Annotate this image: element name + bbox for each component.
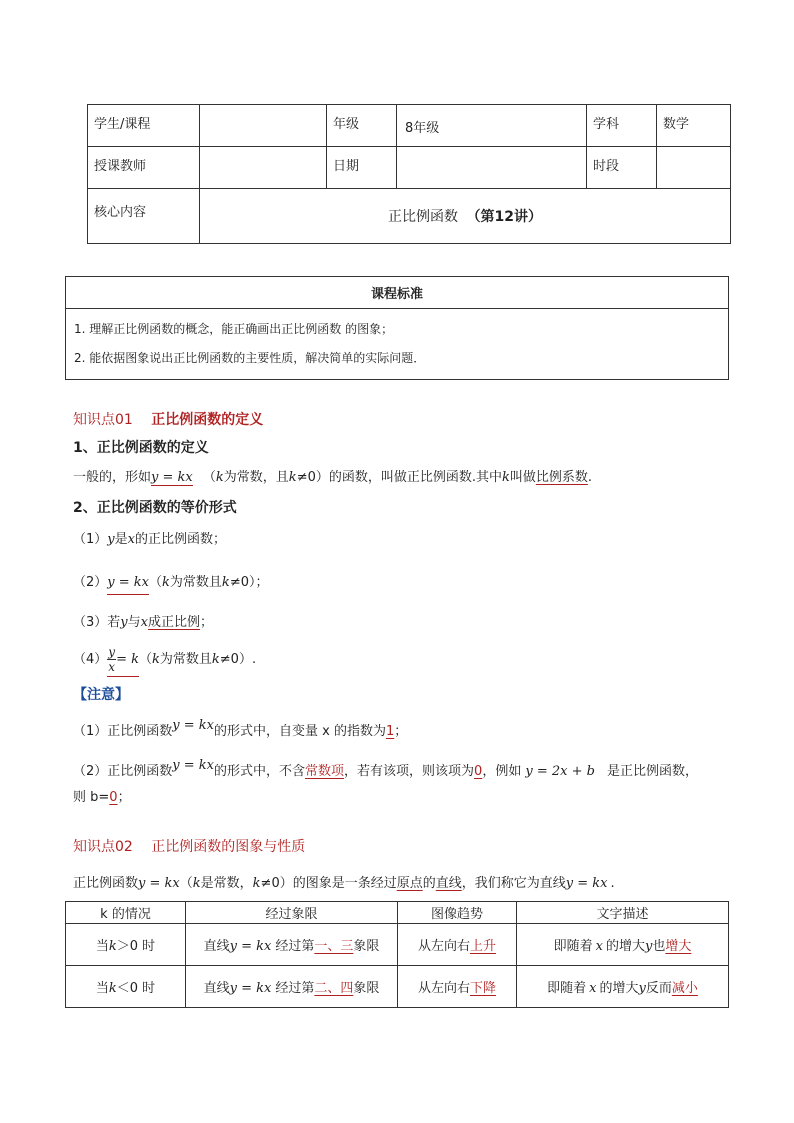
note-label: 【注意】 <box>73 687 129 703</box>
f1-text-b: 是 <box>114 532 128 547</box>
f2-text-d: ≠0）； <box>229 575 269 590</box>
intro-text-g: . <box>610 876 615 891</box>
row1-trend <box>398 924 517 966</box>
intro-text-f: ，我们称它为直线 <box>461 876 566 891</box>
r1q-text-a: 直线 <box>203 939 230 954</box>
def-text-f: . <box>587 470 593 485</box>
n1-text-a: （1）正比例函数 <box>73 724 173 739</box>
f2-text-b: （ <box>149 575 163 590</box>
standards-box <box>65 276 729 380</box>
f2-k2: k <box>221 575 230 590</box>
r1d-text-b: 的增大 <box>605 939 645 954</box>
standards-item-1: 1. 理解正比例函数的概念，能正确画出正比例函数 的图象； <box>74 322 394 336</box>
kp2-heading <box>73 836 305 856</box>
row1-description <box>517 924 729 966</box>
def-k2: k <box>288 470 297 485</box>
intro-text-c: 是常数， <box>200 876 253 891</box>
r2-text-a: 当 <box>95 981 109 996</box>
n2-text-b: 的形式中，不含 <box>214 764 306 779</box>
r2q-text-a: 直线 <box>203 981 230 996</box>
f4-k: k <box>151 652 160 667</box>
r2d-value: 减小 <box>671 981 698 996</box>
def-k3: k <box>501 470 510 485</box>
n1-text-c: ； <box>394 724 408 739</box>
f2-k: k <box>162 575 170 590</box>
f4-eq-k: = k <box>116 652 139 667</box>
f4-text-d: ≠0）. <box>219 652 257 667</box>
r1d-text-a: 即随着 <box>553 939 593 954</box>
r2t-value: 下降 <box>470 981 497 996</box>
kp1-label: 知识点01 <box>73 412 133 428</box>
kp1-sec1: 1、正比例函数的定义 <box>73 440 209 456</box>
kp1-heading <box>73 409 263 429</box>
standards-item-2: 2. 能依据图象说出正比例函数的主要性质，解决简单的实际问题． <box>74 351 426 365</box>
r1q-text-b: 经过第 <box>275 939 315 954</box>
row1-k-case <box>66 924 186 966</box>
n2-text-e: 是正比例函数， <box>606 764 698 779</box>
r2q-text-c: 象限 <box>353 981 380 996</box>
r2-k: k <box>108 981 117 996</box>
r1t-value: 上升 <box>470 939 497 954</box>
r2d-y: y <box>638 981 646 996</box>
kp1-definition <box>73 466 592 486</box>
intro-text-d: ≠0）的图象是一条经过 <box>260 876 397 891</box>
note-1 <box>73 720 407 739</box>
r2-text-b: ＜0 时 <box>116 981 156 996</box>
r2d-text-a: 即随着 <box>547 981 587 996</box>
f4-denominator: x <box>108 660 116 674</box>
n2-example: y = 2x + b <box>525 764 595 779</box>
f3-text-b: 与 <box>127 615 141 630</box>
n2-term: 常数项 <box>305 764 345 779</box>
intro-text-e: 的 <box>422 876 436 891</box>
f2-equation: y = kx <box>107 575 149 595</box>
date-value <box>397 147 587 189</box>
def-text-d: ≠0）的函数，叫做正比例函数.其中 <box>296 470 502 485</box>
r2d-text-b: 的增大 <box>599 981 639 996</box>
r1-k: k <box>108 939 117 954</box>
r2t-text-a: 从左向右 <box>417 981 470 996</box>
student-label: 学生/课程 <box>88 105 200 147</box>
f4-text-c: 为常数且 <box>159 652 212 667</box>
teacher-label: 授课教师 <box>88 147 200 189</box>
def-equation: y = kx <box>151 470 193 485</box>
r2q-value: 二、四 <box>314 981 354 996</box>
intro-origin: 原点 <box>396 876 423 891</box>
f3-x: x <box>140 615 148 630</box>
intro-equation-2: y = kx <box>565 876 608 891</box>
n2-text-d: ，例如 <box>482 764 522 779</box>
standards-title: 课程标准 <box>66 277 729 309</box>
teacher-value <box>200 147 327 189</box>
subject-label: 学科 <box>587 105 657 147</box>
r2q-text-b: 经过第 <box>275 981 315 996</box>
r1d-y: y <box>644 939 653 954</box>
row2-quadrants <box>186 966 398 1008</box>
n1-text-b: 的形式中，自变量 x 的指数为 <box>214 724 386 739</box>
r1d-value: 增大 <box>665 939 692 954</box>
f4-text-a: （4） <box>73 652 108 667</box>
note-2-cont <box>73 786 131 805</box>
f4-numerator: y <box>108 645 116 659</box>
f4-k2: k <box>211 652 220 667</box>
r1-text-a: 当 <box>95 939 109 954</box>
n2-equation: y = kx <box>172 758 214 773</box>
intro-text-b: （ <box>179 876 193 891</box>
intro-equation: y = kx <box>138 876 180 891</box>
kp2-label: 知识点02 <box>73 839 133 855</box>
form-1 <box>73 528 226 547</box>
grade-label: 年级 <box>327 105 397 147</box>
f3-text-a: （3）若 <box>73 615 121 630</box>
th-trend: 图像趋势 <box>398 902 517 924</box>
r1q-equation: y = kx <box>229 939 272 954</box>
th-k-case: k 的情况 <box>66 902 186 924</box>
kp1-title: 正比例函数的定义 <box>151 412 264 428</box>
f1-text-a: （1） <box>73 532 108 547</box>
n2-value: 0 <box>474 764 483 779</box>
r2d-text-c: 反而 <box>645 981 672 996</box>
f3-y: y <box>120 615 128 630</box>
kp2-intro <box>73 872 615 891</box>
f3-term: 成正比例 <box>148 615 201 630</box>
n2-text-c: ，若有该项，则该项为 <box>344 764 475 779</box>
f2-text-a: （2） <box>73 575 108 590</box>
n1-equation: y = kx <box>172 718 214 733</box>
def-k1: k <box>215 470 224 485</box>
r1d-x: x <box>595 939 603 954</box>
f1-y: y <box>107 532 115 547</box>
f1-x: x <box>127 532 135 547</box>
r2d-x: x <box>589 981 597 996</box>
form-2 <box>73 571 268 595</box>
f1-text-c: 的正比例函数； <box>135 532 227 547</box>
f3-text-d: ； <box>200 615 214 630</box>
r1q-value: 一、三 <box>314 939 354 954</box>
th-quadrants: 经过象限 <box>186 902 398 924</box>
r1-text-b: ＞0 时 <box>116 939 156 954</box>
table-row <box>66 924 729 966</box>
intro-line: 直线 <box>435 876 462 891</box>
standards-content <box>66 309 729 380</box>
period-label: 时段 <box>587 147 657 189</box>
row2-trend <box>398 966 517 1008</box>
core-value <box>200 189 731 244</box>
f4-equation <box>107 645 139 677</box>
grade-value: 8年级 <box>397 105 587 147</box>
def-term: 比例系数 <box>535 470 588 485</box>
row2-description <box>517 966 729 1008</box>
kp2-title: 正比例函数的图象与性质 <box>151 839 306 855</box>
n2-text-f: 则 b= <box>73 790 110 805</box>
intro-k2: k <box>252 876 261 891</box>
f4-text-b: （ <box>138 652 152 667</box>
form-4 <box>73 645 256 677</box>
note-2 <box>73 760 698 779</box>
def-text-e: 叫做 <box>509 470 536 485</box>
row1-quadrants <box>186 924 398 966</box>
subject-value: 数学 <box>657 105 731 147</box>
n2-text-g: ； <box>117 790 131 805</box>
student-value <box>200 105 327 147</box>
lecture-number: （第12讲） <box>466 209 542 225</box>
form-3 <box>73 611 213 630</box>
table-row <box>66 966 729 1008</box>
row2-k-case <box>66 966 186 1008</box>
def-text-b: （ <box>202 470 216 485</box>
properties-table <box>65 901 729 1008</box>
r2q-equation: y = kx <box>229 981 272 996</box>
intro-k: k <box>192 876 201 891</box>
r1q-text-c: 象限 <box>353 939 380 954</box>
f4-fraction <box>107 645 116 674</box>
def-text-a: 一般的，形如 <box>73 470 152 485</box>
r1t-text-a: 从左向右 <box>417 939 470 954</box>
th-description: 文字描述 <box>517 902 729 924</box>
f2-text-c: 为常数且 <box>169 575 222 590</box>
def-text-c: 为常数，且 <box>223 470 289 485</box>
header-table <box>87 104 731 244</box>
kp1-sec2: 2、正比例函数的等价形式 <box>73 500 237 516</box>
period-value <box>657 147 731 189</box>
intro-text-a: 正比例函数 <box>73 876 139 891</box>
core-title: 正比例函数 <box>388 209 459 225</box>
date-label: 日期 <box>327 147 397 189</box>
n2-value-2: 0 <box>109 790 118 805</box>
n1-value: 1 <box>385 724 395 739</box>
r1d-text-c: 也 <box>652 939 666 954</box>
core-label: 核心内容 <box>88 189 200 244</box>
n2-text-a: （2）正比例函数 <box>73 764 173 779</box>
